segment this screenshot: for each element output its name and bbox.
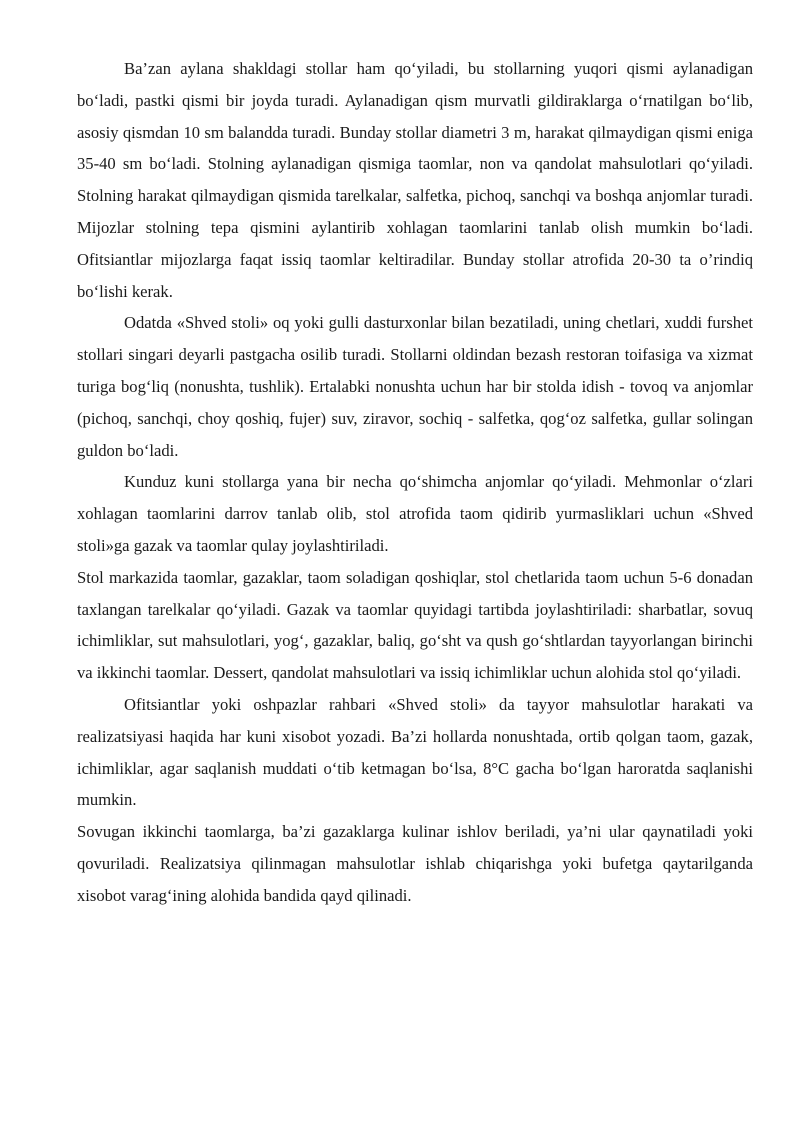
paragraph-daytime-setup: Kunduz kuni stollarga yana bir necha qo‘shimcha anjomlar qo‘yiladi. Mehmonlar o‘zlari xohlagan taomlarini darrov tanlab olib, stol atrofida taom qidirib yurmasliklari uchun «Shved stoli»ga gazak va taomlar qulay joylashtiriladi. [77, 472, 753, 555]
document-page [77, 53, 753, 912]
paragraph-leftover-processing: Sovugan ikkinchi taomlarga, ba’zi gazaklarga kulinar ishlov beriladi, ya’ni ular qaynatiladi yoki qovuriladi. Realizatsiya qilinmagan mahsulotlar ishlab chiqarishga yoki bufetga qaytarilganda xisobot varag‘ining alohida bandida qayd qilinadi. [77, 822, 753, 905]
paragraph-daily-report: Ofitsiantlar yoki oshpazlar rahbari «Shved stoli» da tayyor mahsulotlar harakati va realizatsiyasi haqida har kuni xisobot yozadi. Ba’zi hollarda nonushtada, ortib qolgan taom, gazak, ichimliklar, agar saqlanish muddati o‘tib ketmagan bo‘lsa, 8°C gacha bo‘lgan haroratda saqlanishi mumkin. [77, 694, 753, 810]
paragraph-table-arrangement: Stol markazida taomlar, gazaklar, taom soladigan qoshiqlar, stol chetlarida taom uchun 5-6 donadan taxlangan tarelkalar qo‘yiladi. Gazak va taomlar quyidagi tartibda joylashtiriladi: sharbatlar, sovuq ichimliklar, sut mahsulotlari, yog‘, gazaklar, baliq, go‘sht va qush go‘shtlardan tayyorlangan birinchi va ikkinchi taomlar. Dessert, qandolat mahsulotlari va issiq ichimliklar uchun alohida stol qo‘yiladi. [77, 567, 753, 683]
paragraph-round-tables: Ba’zan aylana shakldagi stollar ham qo‘yiladi, bu stollarning yuqori qismi aylanadigan bo‘ladi, pastki qismi bir joyda turadi. Aylanadigan qism murvatli gildiraklarga o‘rnatilgan bo‘lib, asosiy qismdan 10 sm balandda turadi. Bunday stollar diametri 3 m, harakat qilmaydigan qismi eniga 35-40 sm bo‘ladi. Stolning aylanadigan qismiga taomlar, non va qandolat mahsulotlari qo‘yiladi. Stolning harakat qilmaydigan qismida tarelkalar, salfetka, pichoq, sanchqi va boshqa anjomlar turadi. Mijozlar stolning tepa qismini aylantirib xohlagan taomlarini tanlab olish mumkin bo‘ladi. Ofitsiantlar mijozlarga faqat issiq taomlar keltiradilar. Bunday stollar atrofida 20-30 ta o’rindiq bo‘lishi kerak. [77, 59, 753, 301]
paragraph-tablecloth-decoration: Odatda «Shved stoli» oq yoki gulli dasturxonlar bilan bezatiladi, uning chetlari, xuddi furshet stollari singari deyarli pastgacha osilib turadi. Stollarni oldindan bezash restoran toifasiga va xizmat turiga bog‘liq (nonushta, tushlik). Ertalabki nonushta uchun har bir stolda idish - tovoq va anjomlar (pichoq, sanchqi, choy qoshiq, fujer) suv, ziravor, sochiq - salfetka, qog‘oz salfetka, gullar solingan guldon bo‘ladi. [77, 313, 753, 460]
